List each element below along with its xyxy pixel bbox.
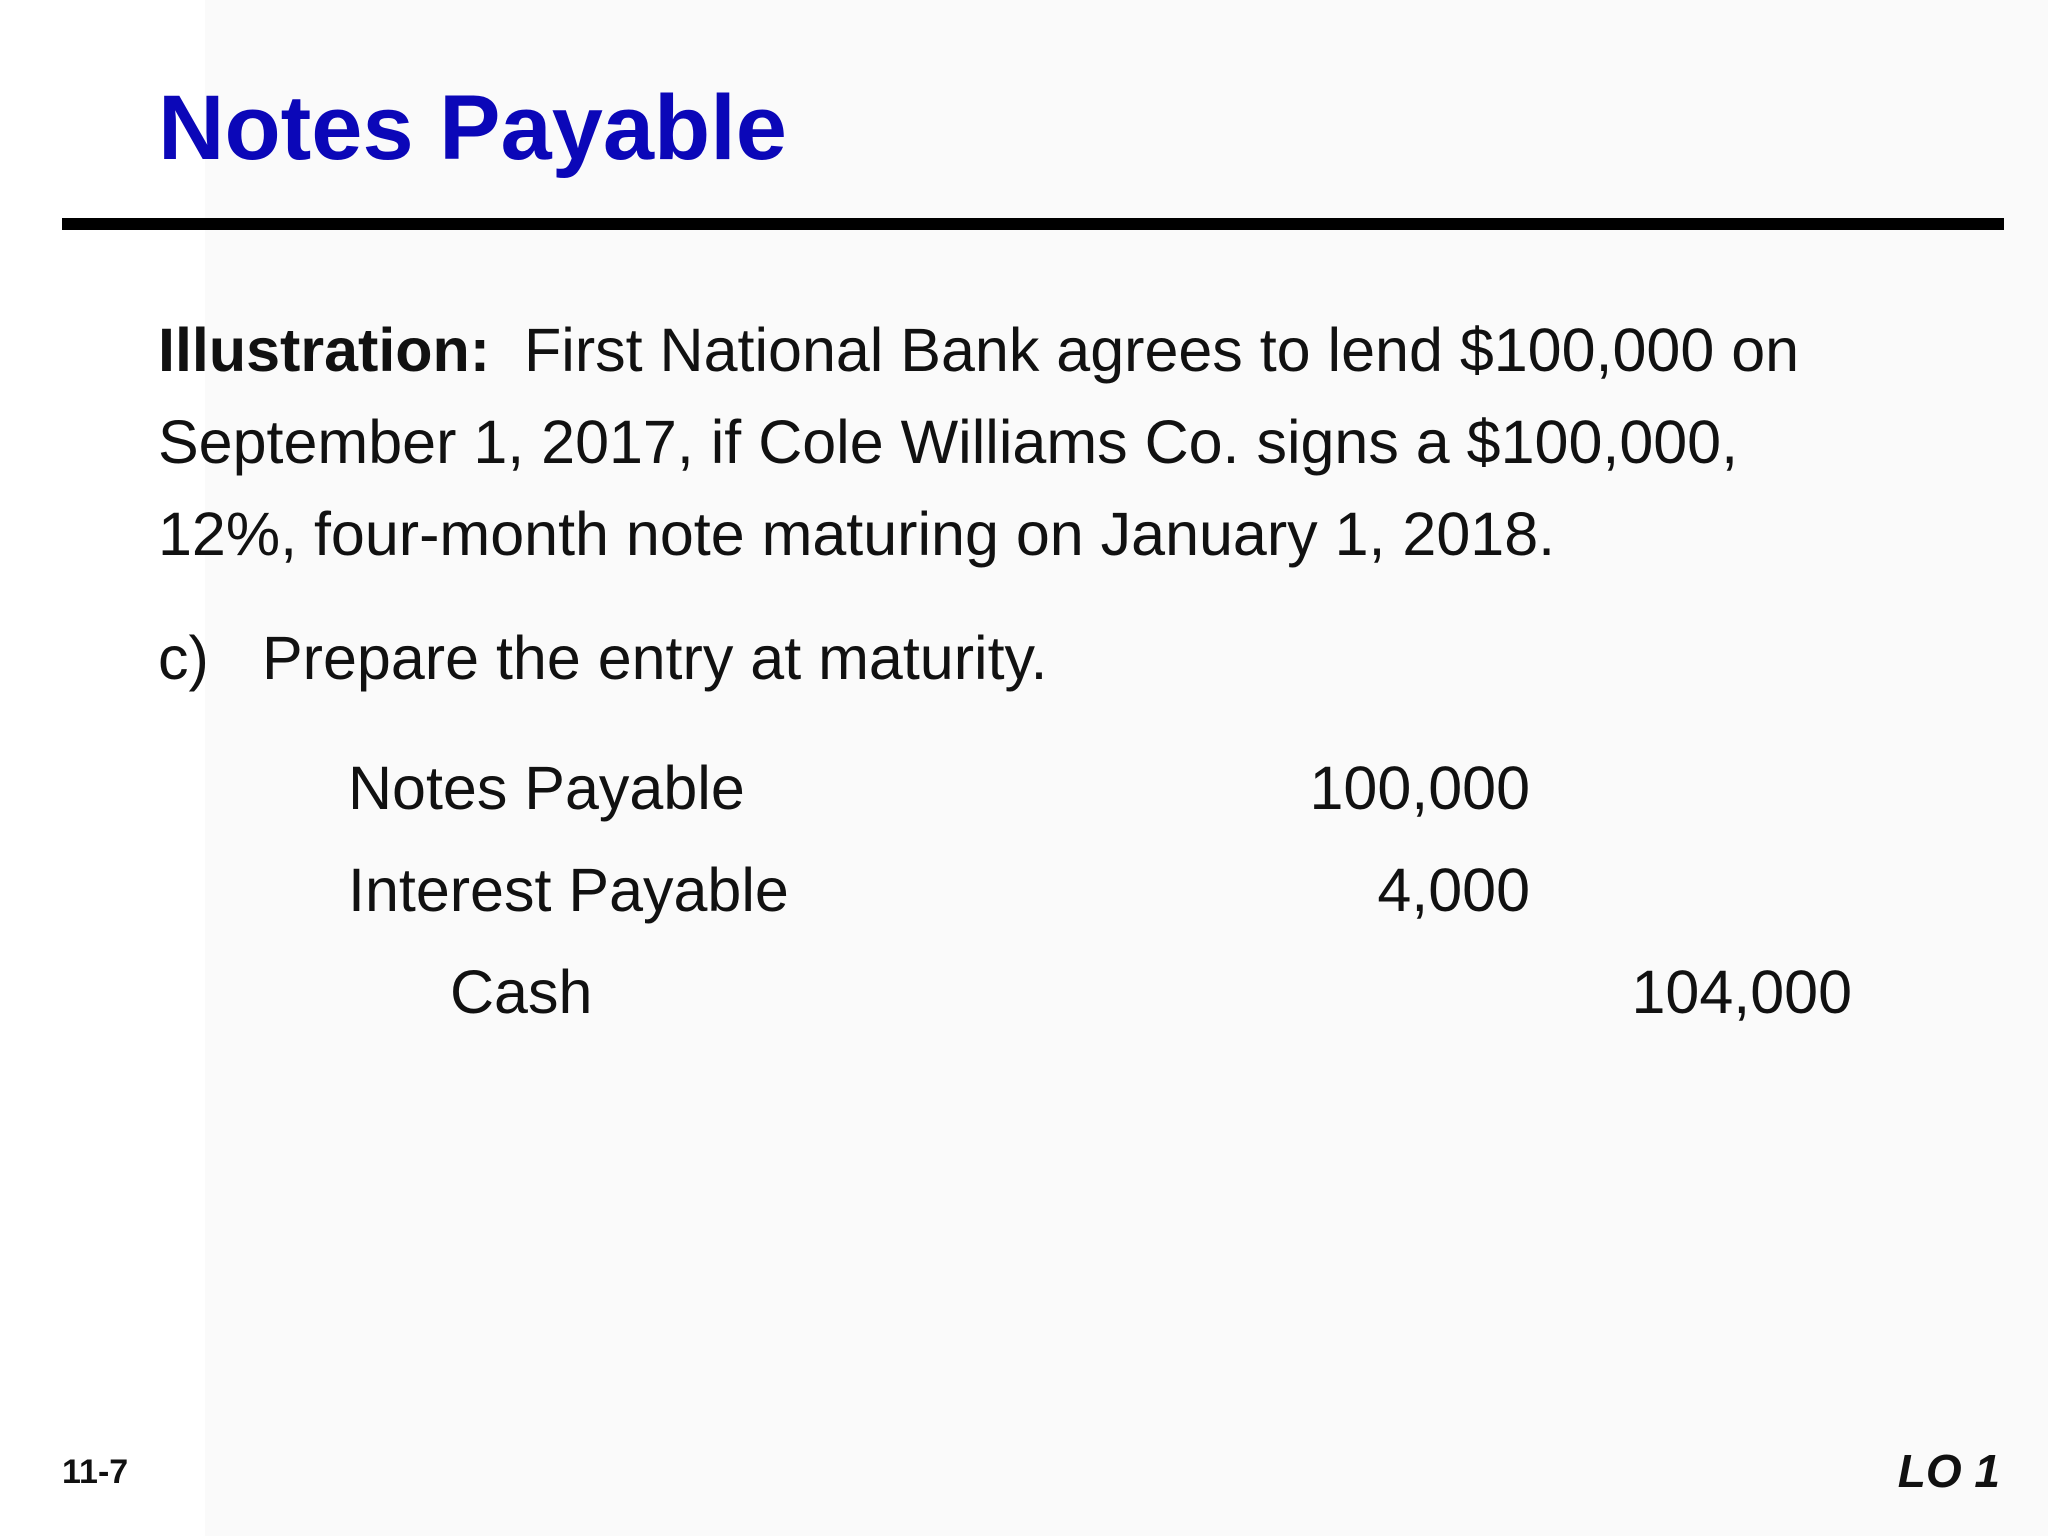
- title-divider: [62, 218, 2004, 230]
- illustration-line-1: [158, 304, 1918, 396]
- illustration-line-1-text: First National Bank agrees to lend $100,000 on: [524, 316, 1800, 384]
- journal-debit: 100,000: [1309, 754, 1530, 822]
- journal-account: Interest Payable: [348, 856, 789, 924]
- question-text: Prepare the entry at maturity.: [262, 624, 1048, 692]
- journal-account: Notes Payable: [348, 754, 745, 822]
- question-label: c): [158, 624, 209, 692]
- illustration-line-3: 12%, four-month note maturing on January 1, 2018.: [158, 500, 1556, 568]
- learning-objective-label: LO 1: [1897, 1445, 2000, 1497]
- journal-debit: 4,000: [1377, 856, 1530, 924]
- journal-row: [0, 850, 2048, 930]
- journal-row: [0, 748, 2048, 828]
- journal-credit: 104,000: [1631, 958, 1852, 1026]
- journal-account: Cash: [450, 958, 593, 1026]
- question: [158, 618, 1047, 698]
- illustration-lead: Illustration:: [158, 316, 491, 384]
- illustration-line-2: September 1, 2017, if Cole Williams Co. signs a $100,000,: [158, 408, 1739, 476]
- illustration-paragraph: [158, 304, 1918, 580]
- slide-number: 11-7: [62, 1453, 129, 1491]
- journal-row: [0, 952, 2048, 1032]
- slide-title: Notes Payable: [158, 77, 787, 179]
